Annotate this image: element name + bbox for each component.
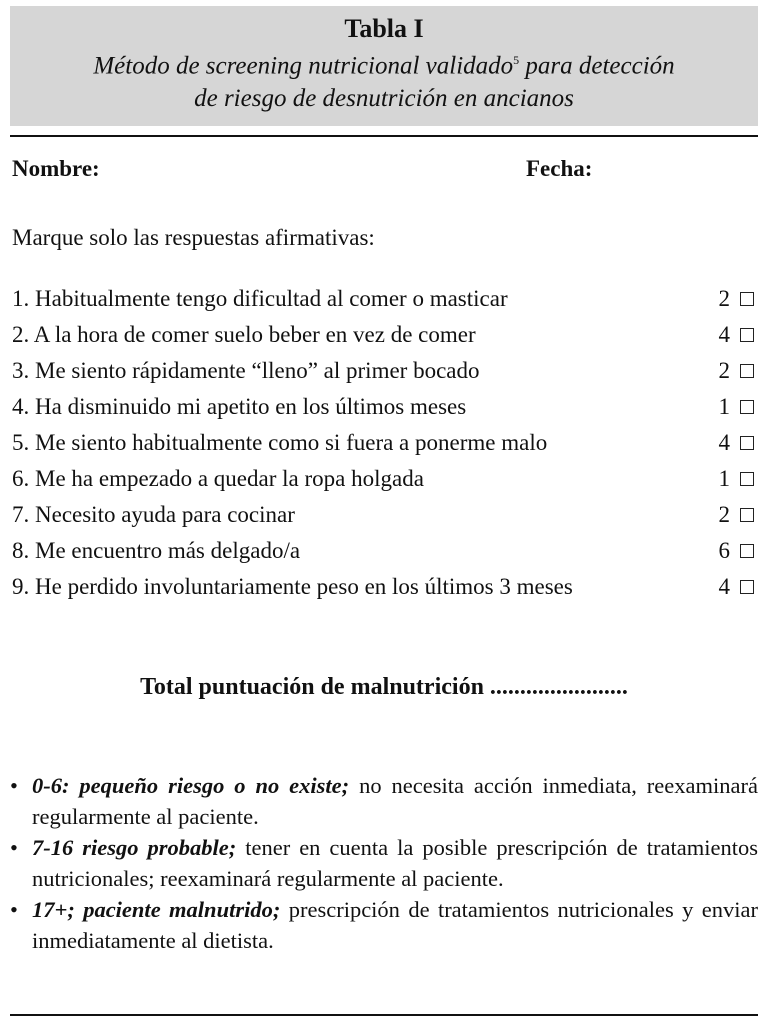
question-row <box>12 500 756 530</box>
question-text: 3. Me siento rápidamente “lleno” al primer bocado <box>12 358 480 383</box>
top-rule <box>10 135 758 137</box>
subtitle-line1: Método de screening nutricional validado <box>93 52 514 80</box>
checkbox[interactable] <box>740 580 754 594</box>
question-row <box>12 536 756 566</box>
checkbox[interactable] <box>740 544 754 558</box>
question-row <box>12 356 756 386</box>
table-header <box>10 6 758 126</box>
risk-action: no necesita acción inmediata, reexaminará regularmente al paciente. <box>32 773 758 829</box>
instruction-text: Marque solo las respuestas afirmativas: <box>12 225 375 250</box>
question-row <box>12 320 756 350</box>
question-score: 4 <box>718 574 730 599</box>
checkbox[interactable] <box>740 292 754 306</box>
checkbox[interactable] <box>740 364 754 378</box>
question-score: 1 <box>718 466 730 491</box>
risk-range: 17+; paciente malnutrido; <box>32 897 281 922</box>
checkbox[interactable] <box>740 328 754 342</box>
risk-bullet <box>8 770 758 832</box>
bullet-dot: • <box>10 773 18 798</box>
risk-range: 7-16 riesgo probable; <box>32 835 237 860</box>
risk-bullet <box>8 894 758 956</box>
question-score: 4 <box>718 430 730 455</box>
risk-range: 0-6: pequeño riesgo o no existe; <box>32 773 350 798</box>
checkbox[interactable] <box>740 508 754 522</box>
name-label: Nombre: <box>12 156 100 181</box>
date-label: Fecha: <box>526 156 593 181</box>
question-text: 4. Ha disminuido mi apetito en los últimos meses <box>12 394 467 419</box>
risk-bullet <box>8 832 758 894</box>
question-text: 9. He perdido involuntariamente peso en los últimos 3 meses <box>12 574 573 599</box>
question-row <box>12 392 756 422</box>
question-text: 5. Me siento habitualmente como si fuera a ponerme malo <box>12 430 548 455</box>
question-score: 4 <box>718 322 730 347</box>
question-row <box>12 284 756 314</box>
question-score: 2 <box>718 502 730 527</box>
footnote-mark: 5 <box>513 53 520 67</box>
question-text: 6. Me ha empezado a quedar la ropa holgada <box>12 466 424 491</box>
question-score: 2 <box>718 286 730 311</box>
question-score: 1 <box>718 394 730 419</box>
risk-action: tener en cuenta la posible prescripción de tratamientos nutricionales; reexaminará regularmente al paciente. <box>32 835 758 891</box>
checkbox[interactable] <box>740 436 754 450</box>
risk-bullets <box>8 770 758 956</box>
question-row <box>12 464 756 494</box>
question-score: 6 <box>718 538 730 563</box>
question-row <box>12 572 756 602</box>
bullet-dot: • <box>10 835 18 860</box>
table-subtitle <box>10 44 758 115</box>
risk-action: prescripción de tratamientos nutricionales y enviar inmediatamente al dietista. <box>32 897 758 953</box>
question-row <box>12 428 756 458</box>
bullet-dot: • <box>10 897 18 922</box>
question-score: 2 <box>718 358 730 383</box>
checkbox[interactable] <box>740 400 754 414</box>
question-text: 1. Habitualmente tengo dificultad al comer o masticar <box>12 286 508 311</box>
checkbox[interactable] <box>740 472 754 486</box>
question-text: 8. Me encuentro más delgado/a <box>12 538 301 563</box>
subtitle-line1-end: para detección <box>519 52 675 80</box>
question-text: 2. A la hora de comer suelo beber en vez de comer <box>12 322 476 347</box>
table-title: Tabla I <box>344 14 424 43</box>
subtitle-line2: de riesgo de desnutrición en ancianos <box>194 85 574 113</box>
total-score-label: Total puntuación de malnutrición ....................... <box>140 674 628 700</box>
bottom-rule <box>10 1014 758 1016</box>
question-text: 7. Necesito ayuda para cocinar <box>12 502 295 527</box>
